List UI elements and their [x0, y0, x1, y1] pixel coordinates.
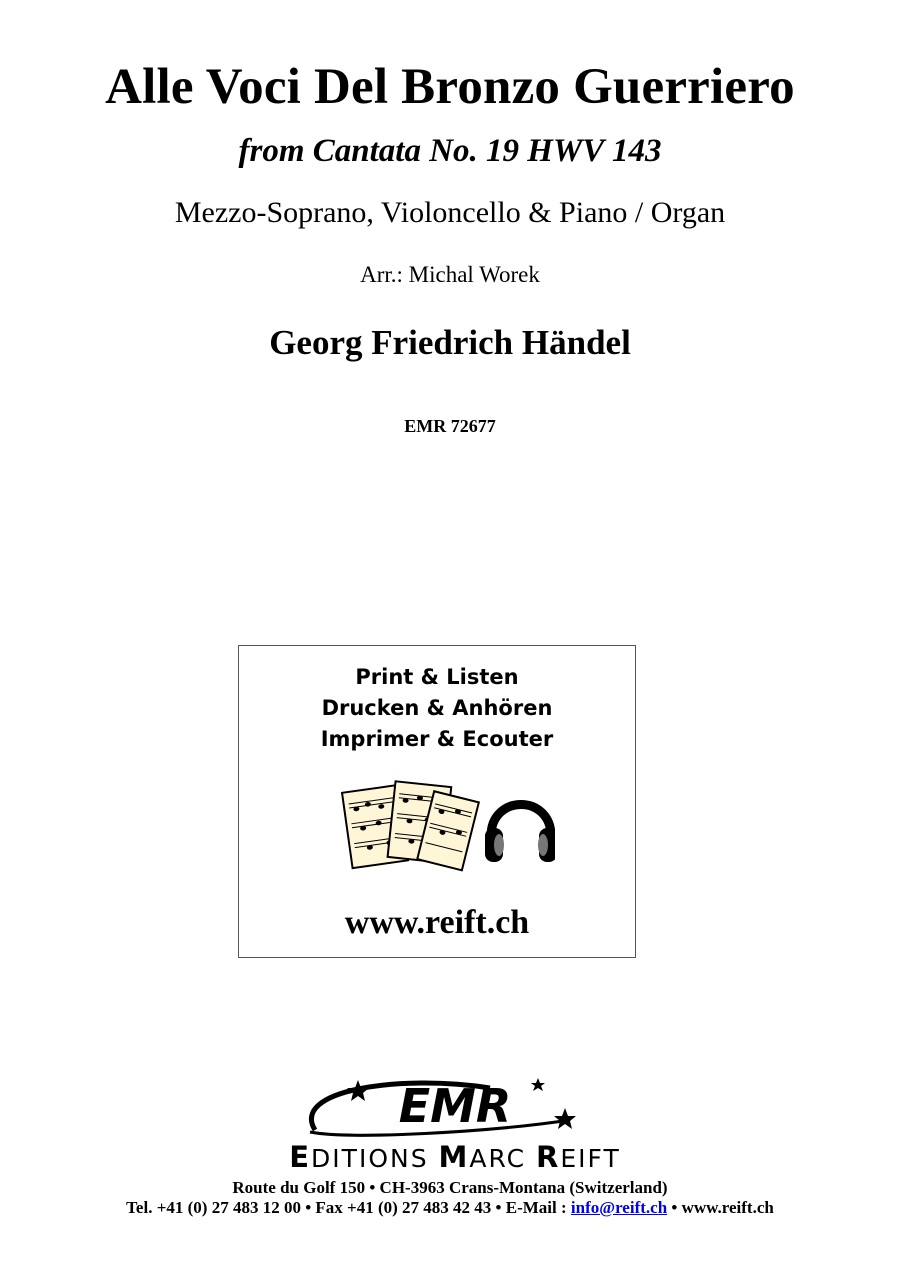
star-icon [531, 1078, 545, 1091]
promo-line-imprimer: Imprimer & Ecouter [320, 727, 554, 751]
publisher-name: EDITIONS MARC REIFT [289, 1140, 621, 1174]
star-icon [347, 1080, 369, 1101]
sheet-music-icon [342, 781, 479, 870]
publisher-address: Route du Golf 150 • CH-3963 Crans-Montana (Switzerland) [232, 1178, 668, 1197]
contact-phone-fax: Tel. +41 (0) 27 483 12 00 • Fax +41 (0) 27 483 42 43 • E-Mail : [126, 1198, 571, 1217]
promo-url[interactable]: www.reift.ch [344, 904, 530, 941]
publisher-contact [0, 1198, 900, 1218]
star-icon [554, 1108, 576, 1129]
arranger: Arr.: Michal Worek [360, 262, 540, 287]
promo-line-print-listen: Print & Listen [355, 665, 519, 689]
promo-illustration [339, 776, 555, 872]
instrumentation: Mezzo-Soprano, Violoncello & Piano / Organ [174, 196, 726, 229]
headphones-icon [485, 805, 555, 863]
score-title: Alle Voci Del Bronzo Guerriero [105, 59, 795, 115]
logo-emr-text: EMR [398, 1079, 512, 1133]
composer: Georg Friedrich Händel [269, 323, 631, 362]
catalog-code: EMR 72677 [404, 416, 496, 436]
contact-website: • www.reift.ch [667, 1198, 774, 1217]
score-subtitle: from Cantata No. 19 HWV 143 [238, 133, 662, 169]
print-listen-box [238, 645, 636, 958]
email-link[interactable]: info@reift.ch [570, 1198, 668, 1217]
promo-line-drucken: Drucken & Anhören [321, 696, 553, 720]
